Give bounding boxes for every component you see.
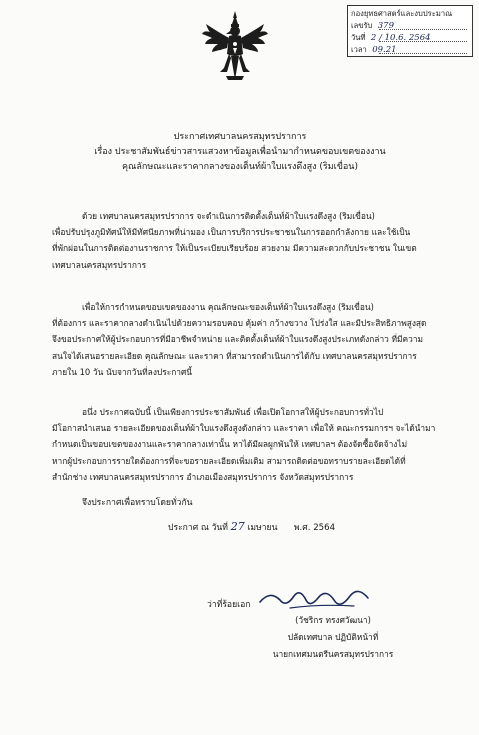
paragraph-3 bbox=[52, 404, 448, 485]
date-year-label: พ.ศ. bbox=[293, 523, 311, 533]
stamp-dotted-line bbox=[379, 41, 467, 42]
signatory-position-1: ปลัดเทศบาล ปฏิบัติหน้าที่ bbox=[287, 632, 379, 642]
stamp-date-value: 2 / 10.6. 2564 bbox=[370, 33, 431, 43]
date-prefix: ประกาศ ณ วันที่ bbox=[168, 523, 228, 533]
stamp-date-label: วันที่ bbox=[351, 33, 366, 42]
paragraph-line: สนใจได้เสนอรายละเอียด คุณลักษณะ และราคา ที่สามารถดำเนินการได้กับ เทศบาลนครสมุทรปราการ bbox=[52, 350, 417, 361]
stamp-received-number: 379 bbox=[377, 21, 394, 31]
announcement-subject-line2: คุณลักษณะและราคากลางของเต็นท์ผ้าใบแรงดึงสูง (ริมเขื่อน) bbox=[122, 162, 358, 172]
paragraph-1 bbox=[52, 208, 448, 273]
stamp-time-label: เวลา bbox=[351, 45, 367, 54]
date-day: 27 bbox=[230, 520, 245, 533]
stamp-org-line bbox=[351, 8, 469, 20]
paragraph-line: เพื่อให้การกำหนดขอบเขตของงาน คุณลักษณะของเต็นท์ผ้าใบแรงดึงสูง (ริมเขื่อน) bbox=[82, 302, 374, 312]
signatory-rank: ว่าที่ร้อยเอก bbox=[207, 600, 251, 610]
receiving-stamp bbox=[347, 5, 473, 57]
announcement-subject-line1: เรื่อง ประชาสัมพันธ์ข่าวสารแสวงหาข้อมูลเพื่อนำมากำหนดขอบเขตของงาน bbox=[94, 147, 386, 157]
stamp-received-line bbox=[351, 20, 469, 32]
closing-statement: จึงประกาศเพื่อทราบโดยทั่วกัน bbox=[82, 498, 193, 508]
paragraph-line: ด้วย เทศบาลนครสมุทรปราการ จะดำเนินการติดตั้งเต็นท์ผ้าใบแรงดึงสูง (ริมเขื่อน) bbox=[82, 211, 375, 221]
stamp-dotted-line bbox=[379, 53, 467, 54]
date-month: เมษายน bbox=[247, 523, 278, 533]
stamp-time-value: 09.21 bbox=[372, 45, 397, 55]
stamp-received-label: เลขรับ bbox=[351, 21, 373, 30]
paragraph-line: ที่พักผ่อนในการติดต่องานราชการ ให้เป็นระเบียบเรียบร้อย สวยงาม มีความสะดวกกับประชาชน ในเขต bbox=[52, 243, 417, 254]
stamp-time-line bbox=[351, 44, 469, 56]
paragraph-line: อนึ่ง ประกาศฉบับนี้ เป็นเพียงการประชาสัมพันธ์ เพื่อเปิดโอกาสให้ผู้ประกอบการทั่วไป bbox=[82, 407, 384, 417]
signatory-name: (วัชริกร ทรงศวัฒนา) bbox=[295, 615, 371, 625]
paragraph-line: หากผู้ประกอบการรายใดต้องการที่จะขอรายละเอียดเพิ่มเติม สามารถติดต่อขอทราบรายละเอียดได้ที่ bbox=[52, 455, 406, 466]
signatory-position-2: นายกเทศมนตรีนครสมุทรปราการ bbox=[272, 649, 394, 659]
paragraph-line: สำนักช่าง เทศบาลนครสมุทรปราการ อำเภอเมืองสมุทรปราการ จังหวัดสมุทรปราการ bbox=[52, 471, 354, 482]
stamp-dotted-line bbox=[379, 29, 467, 30]
paragraph-line: กำหนดเป็นขอบเขตของงานและราคากลางเท่านั้น หาได้มีผลผูกพันให้ เทศบาลฯ ต้องจัดซื้อจัดจ้างไม่ bbox=[52, 439, 408, 450]
paragraph-line: ที่ต้องการ และราคากลางดำเนินไปด้วยความรอบคอบ คุ้มค่า กว้างขวาง โปร่งใส และมีประสิทธิภาพสูงสุด bbox=[52, 318, 427, 329]
announcement-date bbox=[168, 520, 335, 535]
announcement-title: ประกาศเทศบาลนครสมุทรปราการ bbox=[173, 132, 307, 142]
paragraph-line: จึงขอประกาศให้ผู้ประกอบการที่มีอาชีพจำหน่าย และติดตั้งเต็นท์ผ้าใบแรงดึงสูงประเภทดังกล่าว ที่มีความ bbox=[52, 334, 424, 345]
date-year: 2564 bbox=[313, 523, 336, 533]
paragraph-line: มีโอกาสนำเสนอ รายละเอียดของเต็นท์ผ้าใบแรงดึงสูงดังกล่าว และราคา เพื่อให้ คณะกรรมการฯ จะได้นำมา bbox=[52, 423, 436, 434]
stamp-org: กองยุทธศาสตร์และงบประมาณ bbox=[351, 9, 453, 18]
stamp-date-line bbox=[351, 32, 469, 44]
paragraph-2 bbox=[52, 299, 448, 380]
garuda-emblem-icon bbox=[200, 10, 270, 86]
paragraph-line: เทศบาลนครสมุทรปราการ bbox=[52, 259, 147, 270]
paragraph-line: เพื่อปรับปรุงภูมิทัศน์ให้มีทัศนียภาพที่น่ามอง เป็นการบริการประชาชนในการออกกำลังกาย และใช้เป็น bbox=[52, 227, 411, 238]
handwritten-signature bbox=[250, 582, 390, 616]
paragraph-line: ภายใน 10 วัน นับจากวันที่ลงประกาศนี้ bbox=[52, 366, 193, 377]
